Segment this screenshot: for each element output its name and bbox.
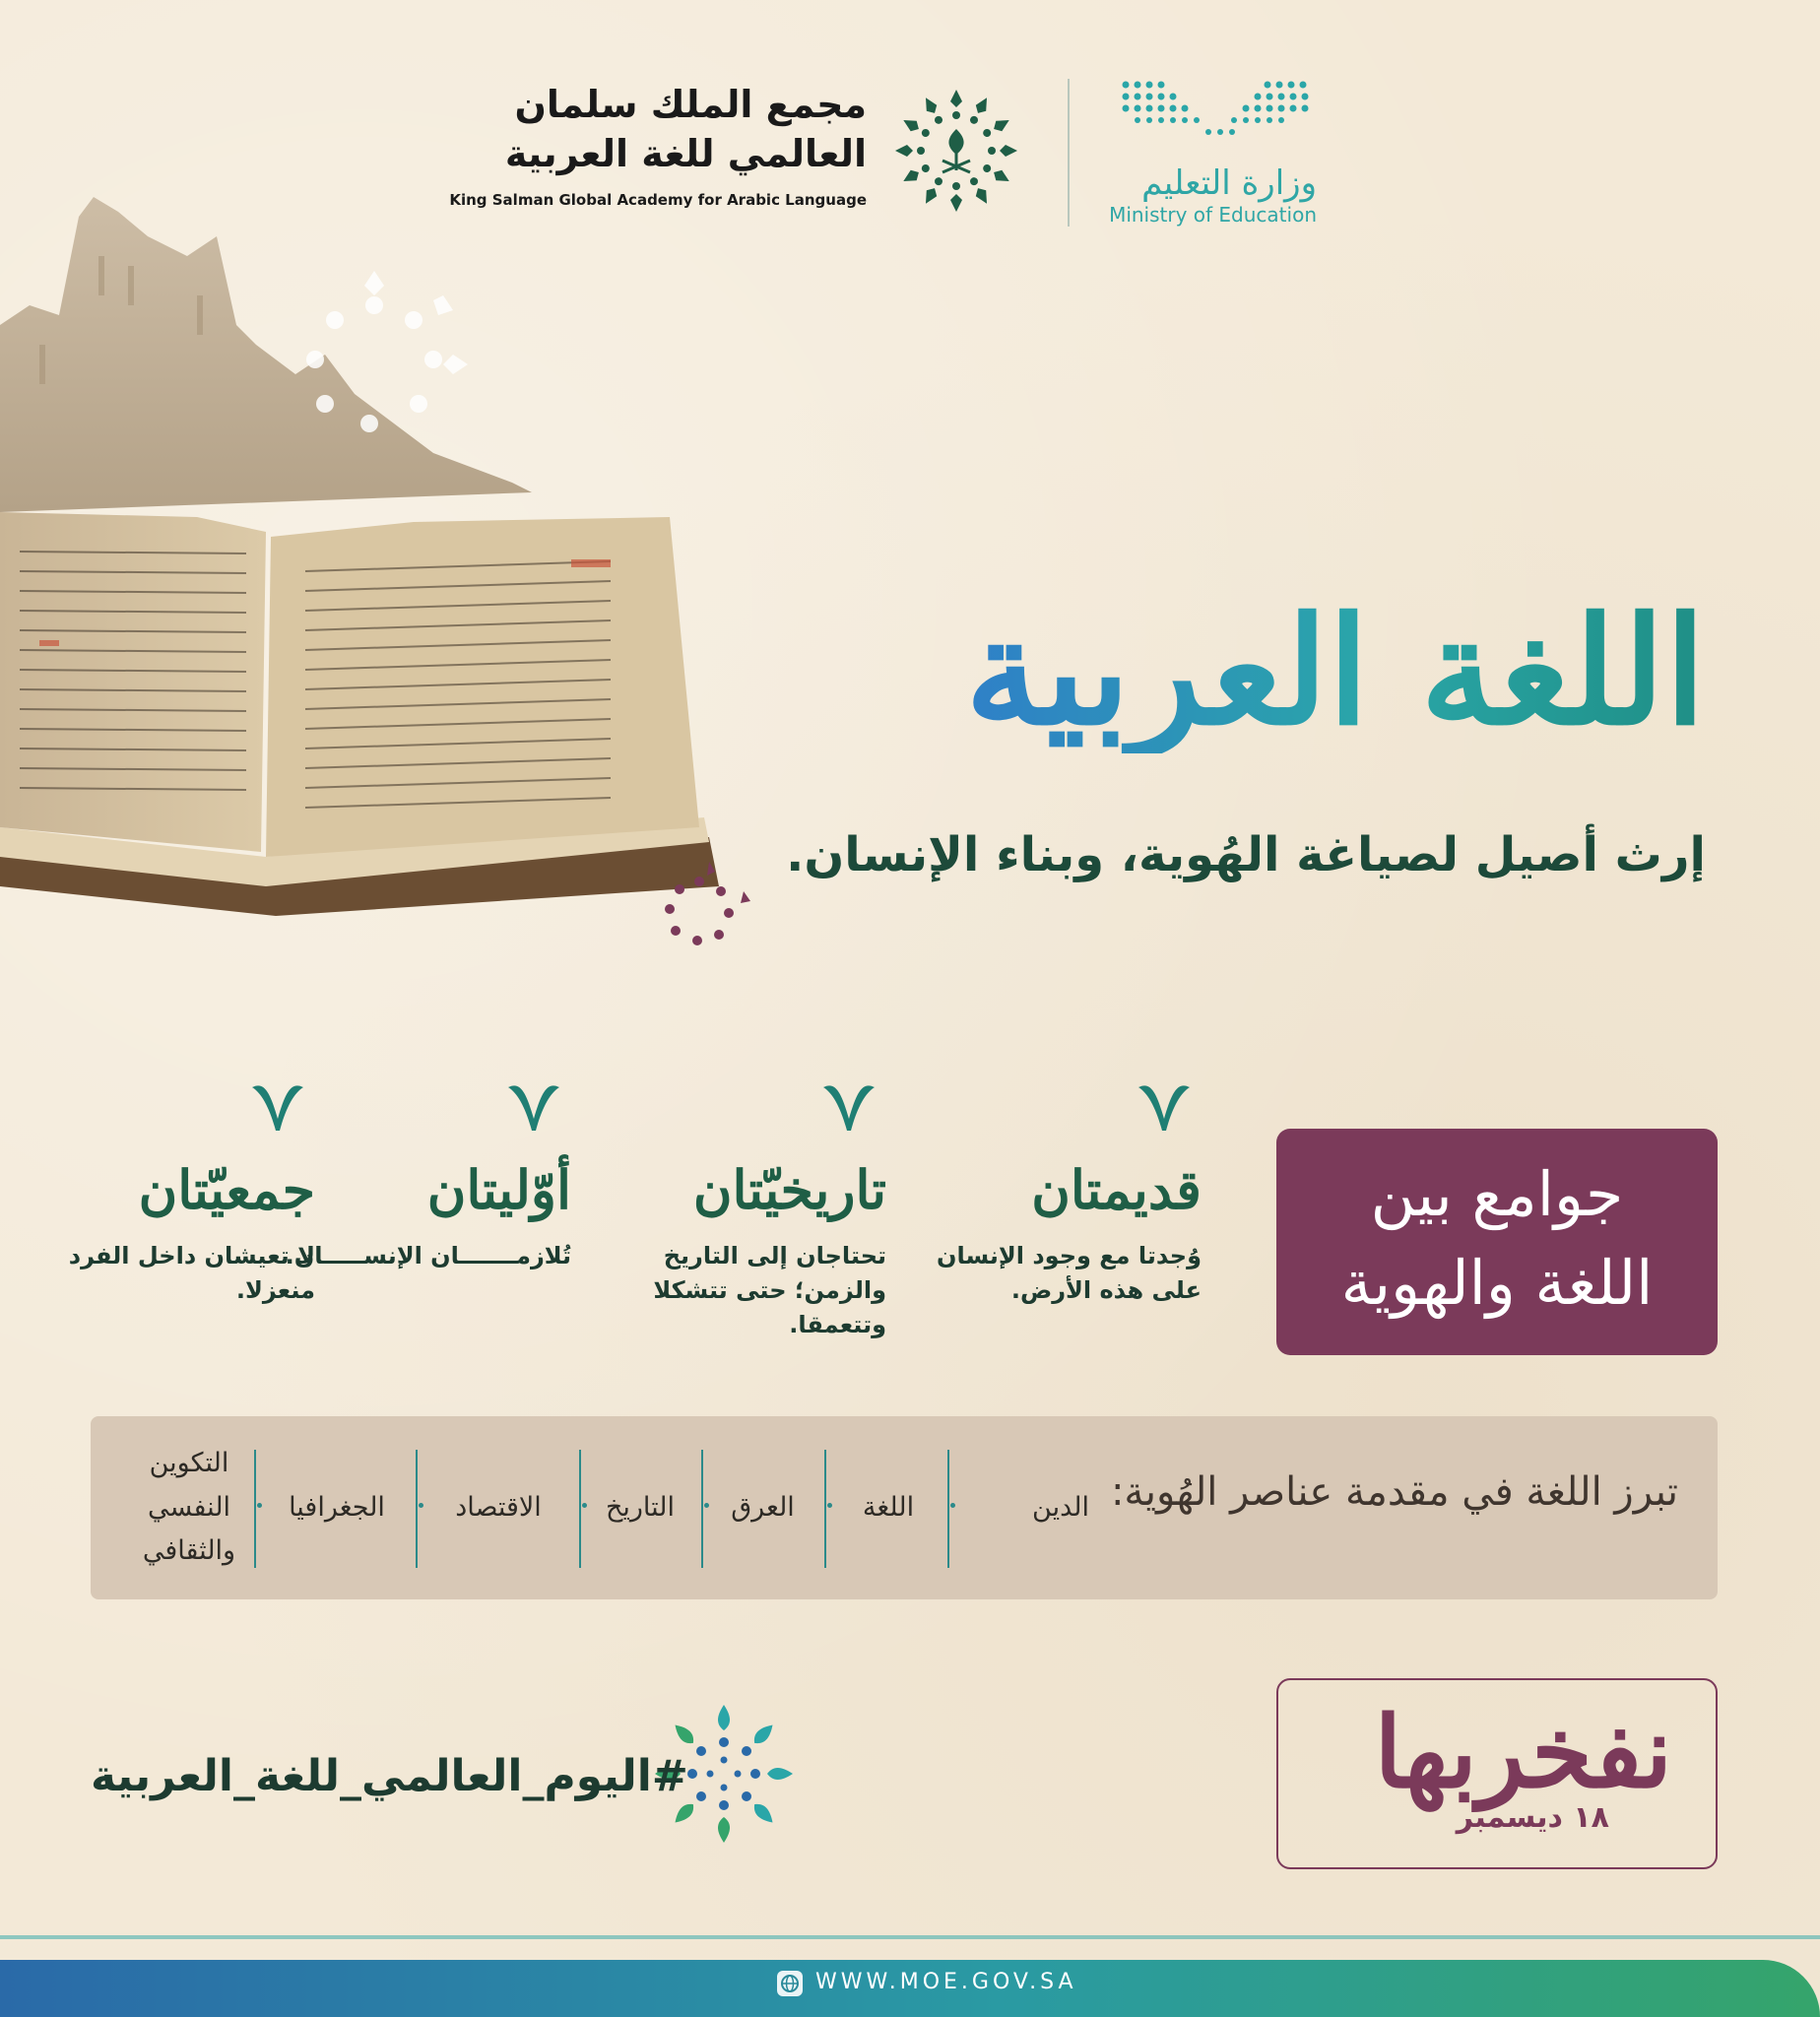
ksga-english-name: King Salman Global Academy for Arabic Language bbox=[449, 191, 867, 209]
ksga-arabic-line2: العالمي للغة العربية bbox=[504, 132, 867, 175]
feature-primary bbox=[276, 1079, 571, 1273]
element-separator-dot bbox=[827, 1503, 832, 1508]
ksga-emblem-icon bbox=[882, 77, 1030, 225]
element-separator bbox=[824, 1450, 826, 1568]
element-item: العرق bbox=[731, 1491, 795, 1523]
chevron-icon bbox=[250, 1079, 305, 1133]
element-separator-dot bbox=[419, 1503, 423, 1508]
feature-description: لا تعيشان داخل الفرد منعزلا. bbox=[68, 1242, 315, 1304]
element-separator bbox=[947, 1450, 949, 1568]
element-item: اللغة bbox=[862, 1491, 915, 1523]
element-item: التاريخ bbox=[605, 1491, 676, 1523]
identity-box-line1: جوامع بين bbox=[1370, 1158, 1624, 1230]
feature-title: أوّليتان bbox=[426, 1158, 571, 1221]
feature-historical bbox=[591, 1079, 886, 1341]
element-separator-dot bbox=[582, 1503, 587, 1508]
website-url[interactable]: WWW.MOE.GOV.SA bbox=[815, 1970, 1077, 1994]
element-separator-dot bbox=[704, 1503, 709, 1508]
manuscript-illustration bbox=[0, 197, 778, 975]
moe-english-name: Ministry of Education bbox=[1109, 203, 1317, 227]
proud-text: نفخربها bbox=[1374, 1694, 1672, 1810]
moe-logo bbox=[1109, 77, 1325, 234]
feature-title: تاريخيّتان bbox=[692, 1158, 886, 1221]
elements-label: تبرز اللغة في مقدمة عناصر الهُوية: bbox=[1110, 1469, 1678, 1515]
element-item: التكوين النفسي والثقافي bbox=[142, 1448, 236, 1567]
feature-collective bbox=[20, 1079, 315, 1308]
element-separator bbox=[416, 1450, 418, 1568]
element-separator-dot bbox=[257, 1503, 262, 1508]
feature-title: قديمتان bbox=[1031, 1158, 1202, 1221]
identity-elements-bar bbox=[91, 1416, 1718, 1599]
moe-dots-icon bbox=[1120, 77, 1317, 146]
proud-date: ١٨ ديسمبر bbox=[1456, 1800, 1609, 1835]
identity-box-line2: اللغة والهوية bbox=[1340, 1246, 1654, 1319]
feature-title: جمعيّتان bbox=[138, 1158, 315, 1221]
footer-accent-line bbox=[0, 1935, 1820, 1939]
chevron-icon bbox=[506, 1079, 561, 1133]
moe-arabic-name: وزارة التعليم bbox=[1141, 163, 1317, 203]
element-item: الاقتصاد bbox=[455, 1491, 542, 1523]
feature-description: تحتاجان إلى التاريخ والزمن؛ حتى تتشكلا وتتعمقا. bbox=[653, 1242, 886, 1338]
feature-ancient bbox=[906, 1079, 1202, 1308]
element-separator-dot bbox=[950, 1503, 955, 1508]
identity-box bbox=[1276, 1129, 1718, 1355]
footer-bar bbox=[0, 1960, 1820, 2017]
chevron-icon bbox=[1137, 1079, 1192, 1133]
element-separator bbox=[579, 1450, 581, 1568]
feature-description: وُجدتا مع وجود الإنسان على هذه الأرض. bbox=[936, 1242, 1202, 1304]
book-left-page bbox=[0, 512, 266, 852]
chevron-icon bbox=[821, 1079, 877, 1133]
element-item: الدين bbox=[1032, 1491, 1089, 1523]
element-separator bbox=[254, 1450, 256, 1568]
globe-icon bbox=[776, 1970, 804, 1997]
hashtag: #اليوم_العالمي_للغة_العربية bbox=[91, 1751, 688, 1801]
proud-badge bbox=[1276, 1678, 1718, 1869]
ksga-arabic-line1: مجمع الملك سلمان bbox=[514, 83, 867, 126]
main-title: اللغة العربية bbox=[965, 585, 1706, 758]
feature-description: تُلازمـــــــان الإنســـــان. bbox=[285, 1242, 571, 1269]
subtitle: إرث أصيل لصياغة الهُوية، وبناء الإنسان. bbox=[786, 827, 1706, 882]
header-divider bbox=[1068, 79, 1070, 227]
element-separator bbox=[701, 1450, 703, 1568]
fort-shape bbox=[0, 197, 532, 512]
element-item: الجغرافيا bbox=[289, 1491, 385, 1523]
